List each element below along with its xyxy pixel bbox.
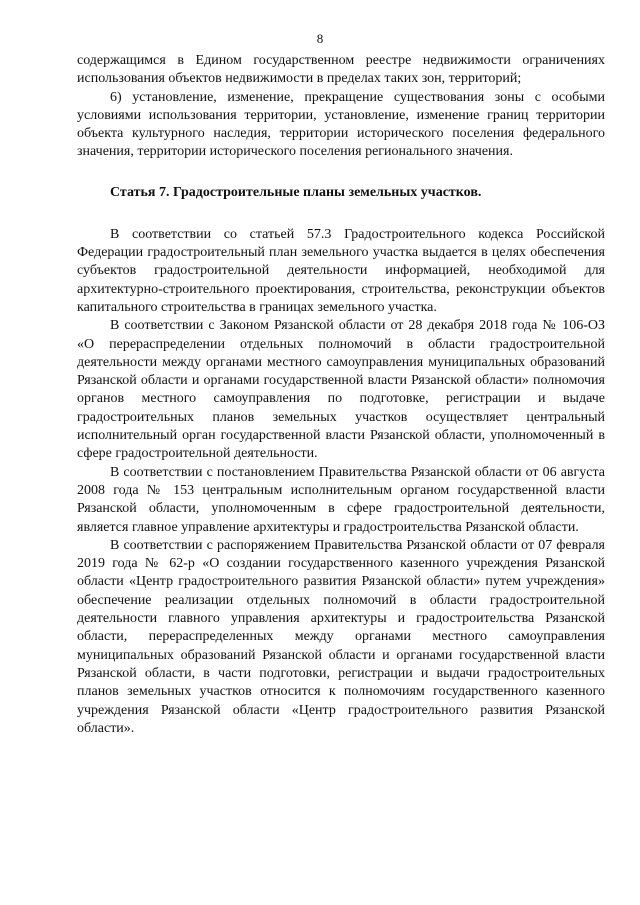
paragraph-article-7-1: В соответствии со статьей 57.3 Градостроительного кодекса Российской Федерации градостроительный план земельного участка выдается в целях обеспечения субъектов градостроительной деятельности информацией, необходимой для архитектурно-строительного проектирования, строительства, реконструкции объектов капитального строительства в границах земельного участка. [77, 226, 605, 315]
page-number: 8 [316, 31, 324, 46]
article-heading: Статья 7. Градостроительные планы земельных участков. [110, 184, 482, 200]
paragraph-continuation: содержащимся в Едином государственном реестре недвижимости ограничениях использования объектов недвижимости в пределах таких зон, территорий; [77, 53, 605, 87]
paragraph-item-6: 6) установление, изменение, прекращение существования зоны с особыми условиями использования территории, установление, изменение границ территории объекта культурного наследия, территории исторического поселения федерального значения, территории исторического поселения регионального значения. [77, 89, 605, 160]
paragraph-article-7-4: В соответствии с распоряжением Правительства Рязанской области от 07 февраля 2019 года № 62-р «О создании государственного казенного учреждения Рязанской области «Центр градостроительного развития Рязанской области» путем учреждения» обеспечение реализации отдельных полномочий в области градостроительной деятельности главного управления архитектуры и градостроительства Рязанской области, перераспределенных между органами местного самоуправления муниципальных образований Рязанской области и органами государственной власти Рязанской области, в части подготовки, регистрации и выдачи градостроительных планов земельных участков относится к полномочиям государственного казенного учреждения Рязанской области «Центр градостроительного развития Рязанской области». [77, 537, 605, 736]
document-body [77, 52, 605, 738]
paragraph-article-7-3: В соответствии с постановлением Правительства Рязанской области от 06 августа 2008 года № 153 центральным исполнительным органом государственной власти Рязанской области, уполномоченным в сфере градостроительной деятельности, является главное управление архитектуры и градостроительства Рязанской области. [77, 464, 605, 535]
paragraph-article-7-2: В соответствии с Законом Рязанской области от 28 декабря 2018 года № 106-ОЗ «О перераспределении отдельных полномочий в области градостроительной деятельности между органами местного самоуправления муниципальных образований Рязанской области и органами государственной власти Рязанской области» полномочия органов местного самоуправления по подготовке, регистрации и выдаче градостроительных планов земельных участков осуществляет центральный исполнительный орган государственной власти Рязанской области, уполномоченный в сфере градостроительной деятельности. [77, 318, 605, 462]
